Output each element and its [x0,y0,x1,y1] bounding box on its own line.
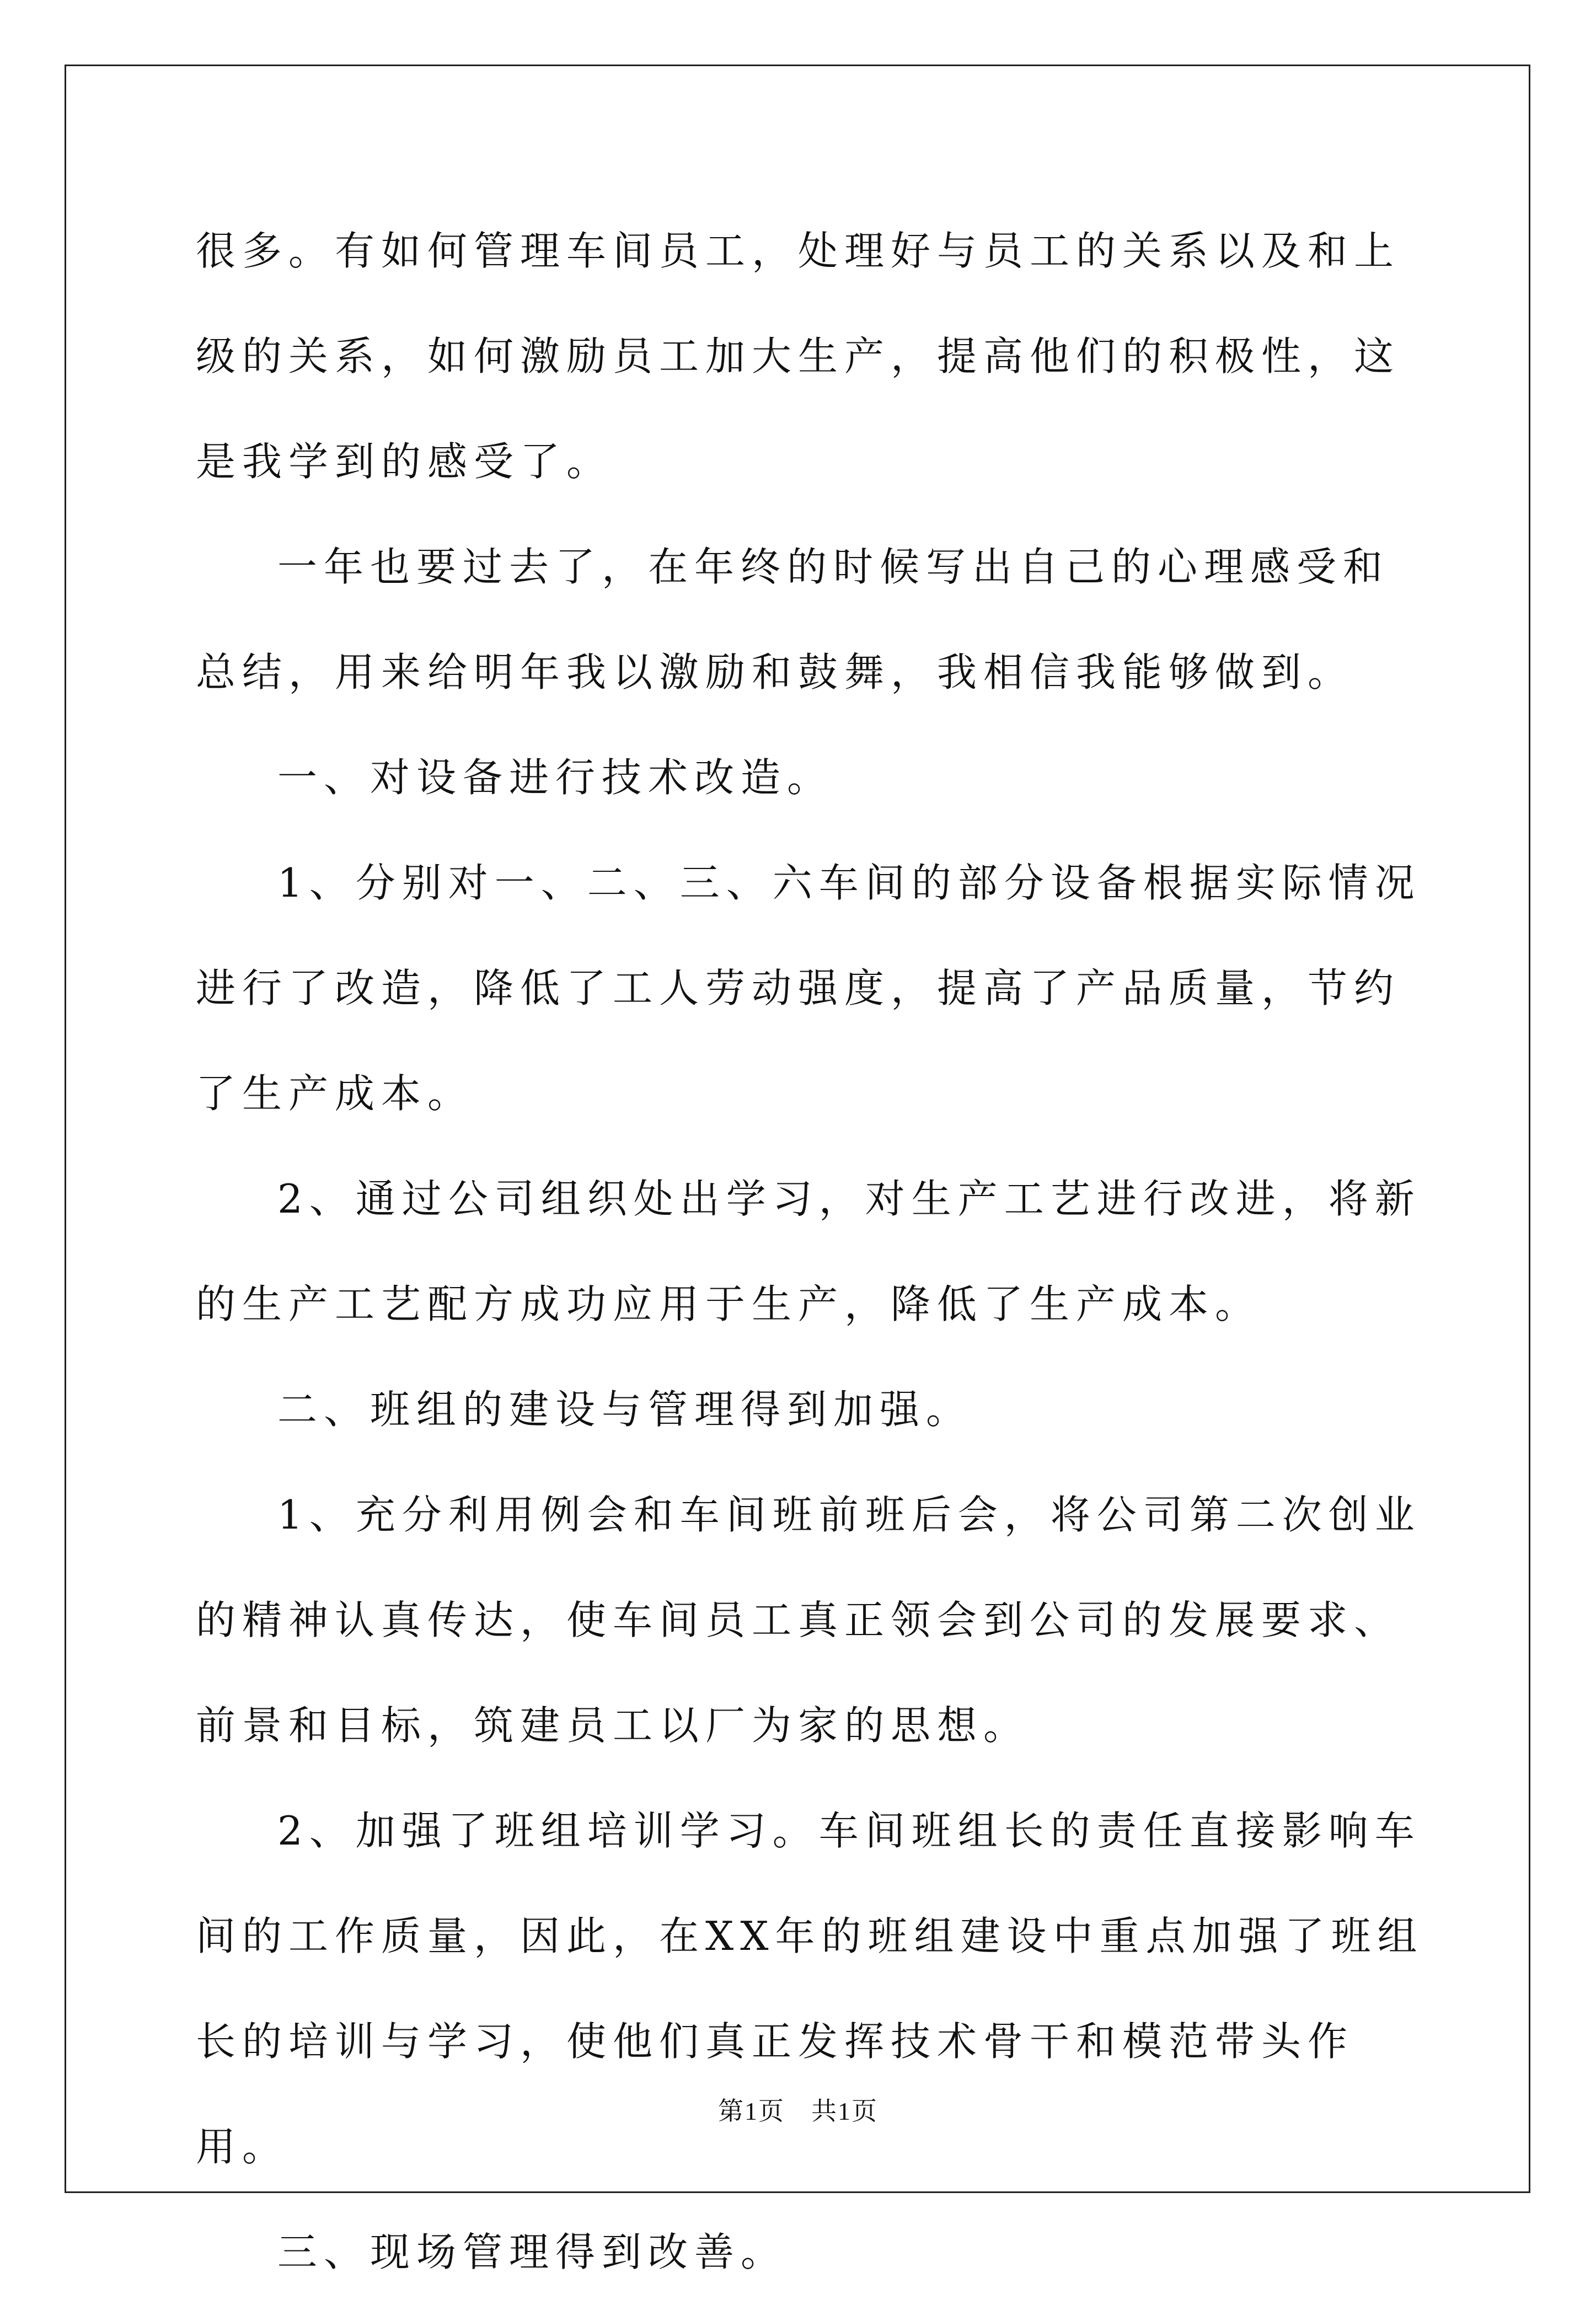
paragraph-2: 一年也要过去了，在年终的时候写出自己的心理感受和总结，用来给明年我以激励和鼓舞，我相信我能够做到。 [196,544,1390,695]
paragraph-5: 1、充分利用例会和车间班前班后会，将公司第二次创业的精神认真传达，使车间员工真正领会到公司的发展要求、前景和目标，筑建员工以厂为家的思想。 [196,1492,1421,1749]
section-heading-3: 三、现场管理得到改善。 [277,2229,788,2275]
paragraph-3: 1、分别对一、二、三、六车间的部分设备根据实际情况进行了改造，降低了工人劳动强度，提高了产品质量，节约了生产成本。 [196,860,1421,1117]
page-number-footer: 第1页 共1页 [718,2097,878,2125]
document-body [196,199,1431,2305]
section-heading-2: 二、班组的建设与管理得到加强。 [277,1386,973,1433]
paragraph-6: 2、加强了班组培训学习。车间班组长的责任直接影响车间的工作质量，因此，在XX年的班组建设中重点加强了班组长的培训与学习，使他们真正发挥技术骨干和模范带头作用。 [196,1808,1424,2170]
paragraph-4: 2、通过公司组织处出学习，对生产工艺进行改进，将新的生产工艺配方成功应用于生产，降低了生产成本。 [196,1176,1421,1327]
paragraph-1: 很多。有如何管理车间员工，处理好与员工的关系以及和上级的关系，如何激励员工加大生产，提高他们的积极性，这是我学到的感受了。 [196,228,1401,485]
section-heading-1: 一、对设备进行技术改造。 [277,754,834,801]
